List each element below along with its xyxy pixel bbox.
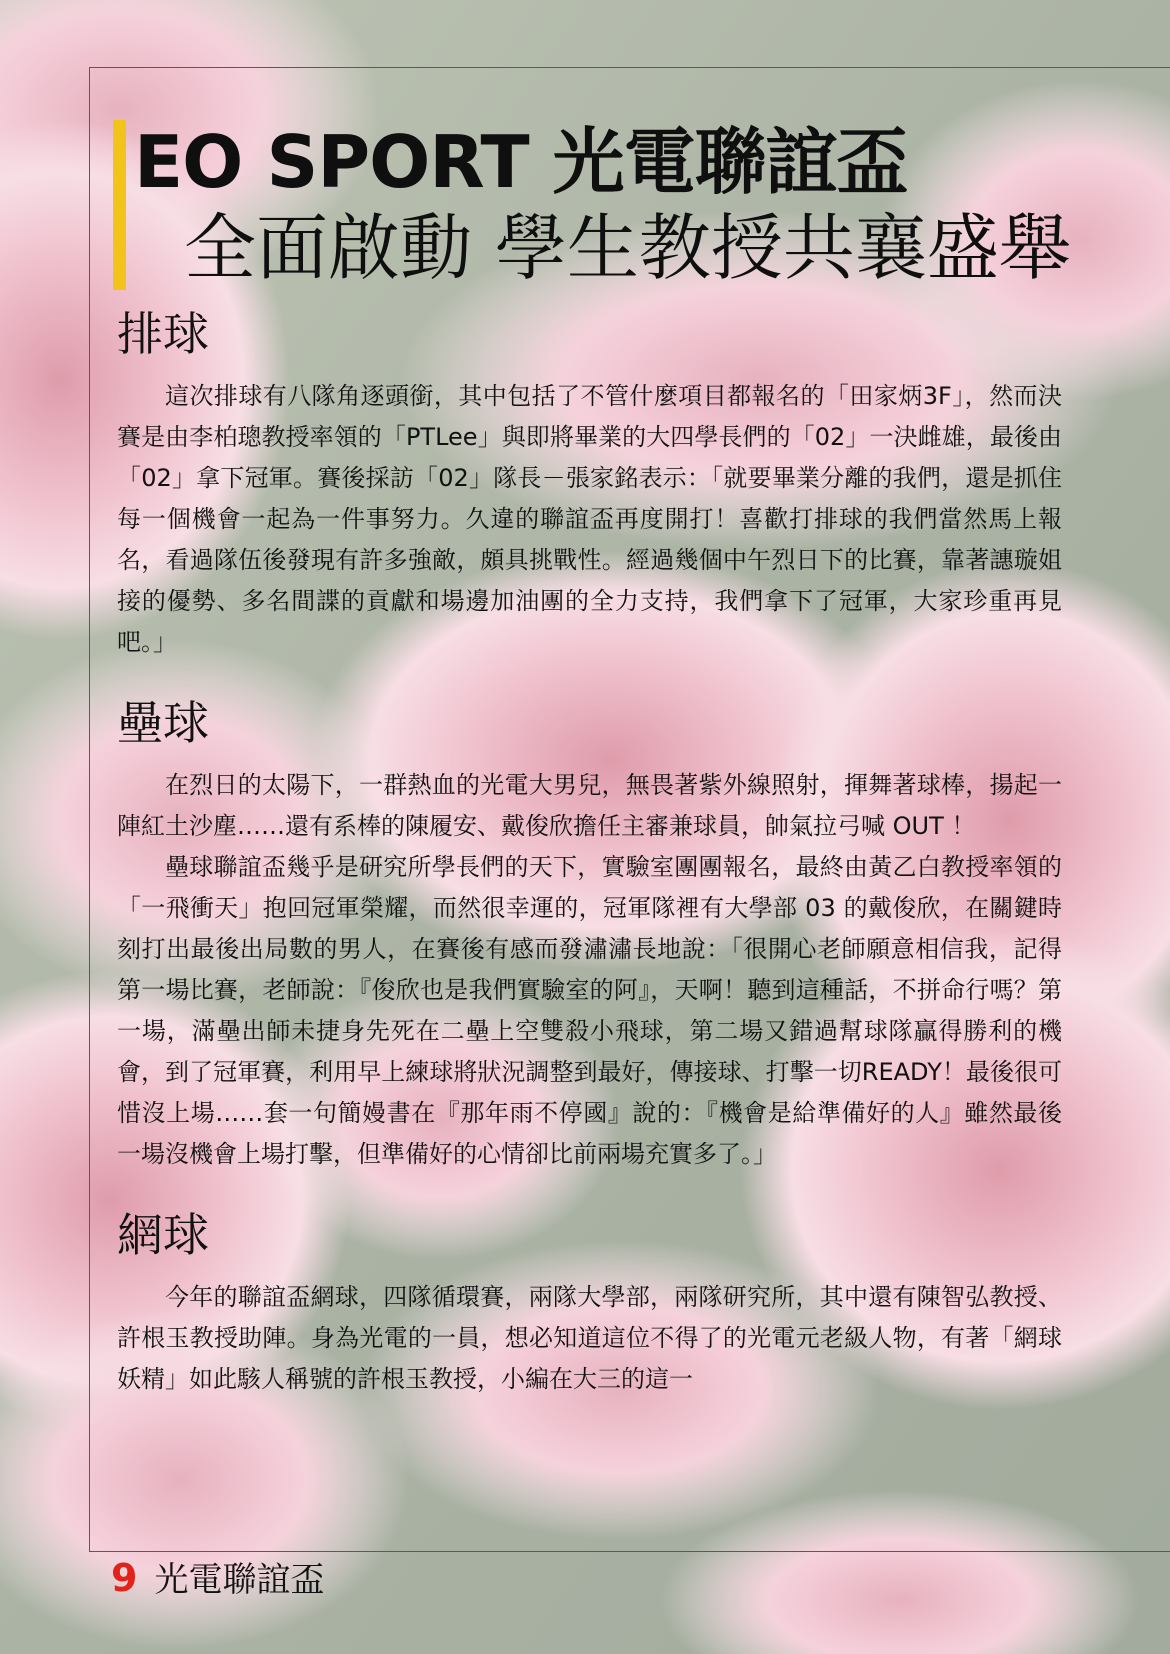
section-volleyball <box>117 304 1062 663</box>
page-footer <box>111 1552 325 1601</box>
title-accent-bar <box>113 120 126 290</box>
paragraph: 在烈日的太陽下，一群熱血的光電大男兒，無畏著紫外線照射，揮舞著球棒，揚起一陣紅土沙塵……還有系棒的陳履安、戴俊欣擔任主審兼球員，帥氣拉弓喊 OUT ！ <box>117 771 1062 840</box>
title-line-1: EO SPORT 光電聯誼盃 <box>134 120 908 204</box>
section-heading: 排球 <box>117 307 209 361</box>
paragraph: 今年的聯誼盃網球，四隊循環賽，兩隊大學部，兩隊研究所，其中還有陳智弘教授、許根玉教授助陣。身為光電的一員，想必知道這位不得了的光電元老級人物，有著「網球妖精」如此駭人稱號的許根玉教授，小編在大三的這一 <box>117 1283 1062 1393</box>
section-heading: 壘球 <box>117 696 209 750</box>
page-number: 9 <box>111 1556 138 1600</box>
title-line-2: 全面啟動 學生教授共襄盛舉 <box>184 206 1071 290</box>
article-title <box>134 118 1071 290</box>
footer-label: 光電聯誼盃 <box>154 1560 325 1600</box>
paragraph: 壘球聯誼盃幾乎是研究所學長們的天下，實驗室團團報名，最終由黃乙白教授率領的「一飛衝天」抱回冠軍榮耀，而然很幸運的，冠軍隊裡有大學部 03 的戴俊欣，在關鍵時刻打出最後出局數的男人，在賽後有感而發潚潚長地說：「很開心老師願意相信我，記得第一場比賽，老師說：『俊欣也是我們實驗室的阿』，天啊！聽到這種話，不拼命行嗎？第一場，滿壘出師未捷身先死在二壘上空雙殺小飛球，第二場又錯過幫球隊贏得勝利的機會，到了冠軍賽，利用早上練球將狀況調整到最好，傳接球、打擊一切READY！最後很可惜沒上場……套一句簡嫚書在『那年雨不停國』說的：『機會是給準備好的人』雖然最後一場沒機會上場打擊，但準備好的心情卻比前兩場充實多了。」 <box>117 853 1062 1168</box>
paragraph: 這次排球有八隊角逐頭銜，其中包括了不管什麼項目都報名的「田家炳3F」，然而決賽是由李柏璁教授率領的「PTLee」與即將畢業的大四學長們的「02」一決雌雄，最後由「02」拿下冠軍。賽後採訪「02」隊長－張家銘表示：「就要畢業分離的我們，還是抓住每一個機會一起為一件事努力。久違的聯誼盃再度開打！喜歡打排球的我們當然馬上報名，看過隊伍後發現有許多強敵，頗具挑戰性。經過幾個中午烈日下的比賽，靠著譓璇姐接的優勢、多名間諜的貢獻和場邊加油團的全力支持，我們拿下了冠軍，大家珍重再見吧。」 <box>117 382 1062 656</box>
article-body <box>117 304 1062 1430</box>
section-tennis <box>117 1205 1062 1400</box>
section-softball <box>117 693 1062 1175</box>
section-heading: 網球 <box>117 1208 209 1262</box>
